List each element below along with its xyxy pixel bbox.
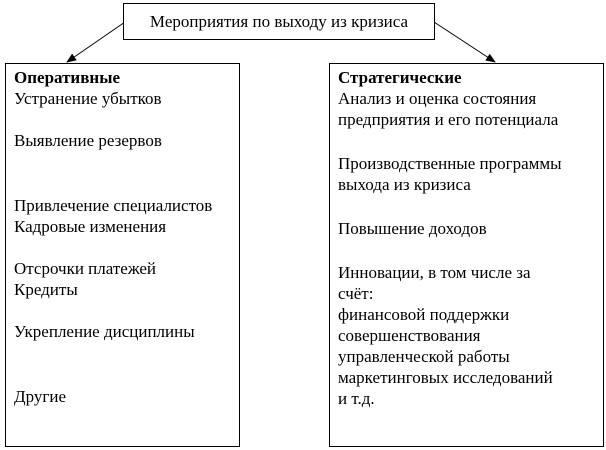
strategic-item: совершенствования bbox=[338, 326, 481, 345]
strategic-item: и т.д. bbox=[338, 389, 375, 408]
strategic-item: финансовой поддержки bbox=[338, 305, 510, 324]
diagram-title-box bbox=[123, 3, 435, 40]
operative-item: Выявление резервов bbox=[14, 131, 162, 150]
operative-item: Устранение убытков bbox=[14, 89, 162, 108]
strategic-item: Повышение доходов bbox=[338, 219, 487, 238]
strategic-item: маркетинговых исследований bbox=[338, 368, 553, 387]
strategic-item: Анализ и оценка состояния bbox=[338, 89, 537, 108]
operative-item: Привлечение специалистов bbox=[14, 196, 213, 215]
diagram-title: Мероприятия по выходу из кризиса bbox=[149, 12, 409, 31]
operative-item: Кредиты bbox=[14, 280, 78, 299]
arrow-to-strategic bbox=[434, 22, 495, 62]
strategic-item: Производственные программы bbox=[338, 154, 562, 173]
operative-item: Кадровые изменения bbox=[14, 217, 167, 236]
strategic-item: предприятия и его потенциала bbox=[338, 110, 559, 129]
operative-item: Отсрочки платежей bbox=[14, 259, 157, 278]
operative-measures-box bbox=[5, 63, 240, 447]
strategic-item: выхода из кризиса bbox=[338, 175, 471, 194]
operative-heading: Оперативные bbox=[14, 68, 121, 87]
operative-item: Другие bbox=[14, 387, 66, 406]
arrow-to-operative bbox=[67, 22, 125, 62]
strategic-item: Инновации, в том числе за bbox=[338, 263, 531, 282]
strategic-item: счёт: bbox=[338, 284, 374, 303]
strategic-heading: Стратегические bbox=[338, 68, 462, 87]
operative-item: Укрепление дисциплины bbox=[14, 322, 195, 341]
strategic-item: управленческой работы bbox=[338, 347, 510, 366]
strategic-measures-box bbox=[329, 63, 604, 447]
